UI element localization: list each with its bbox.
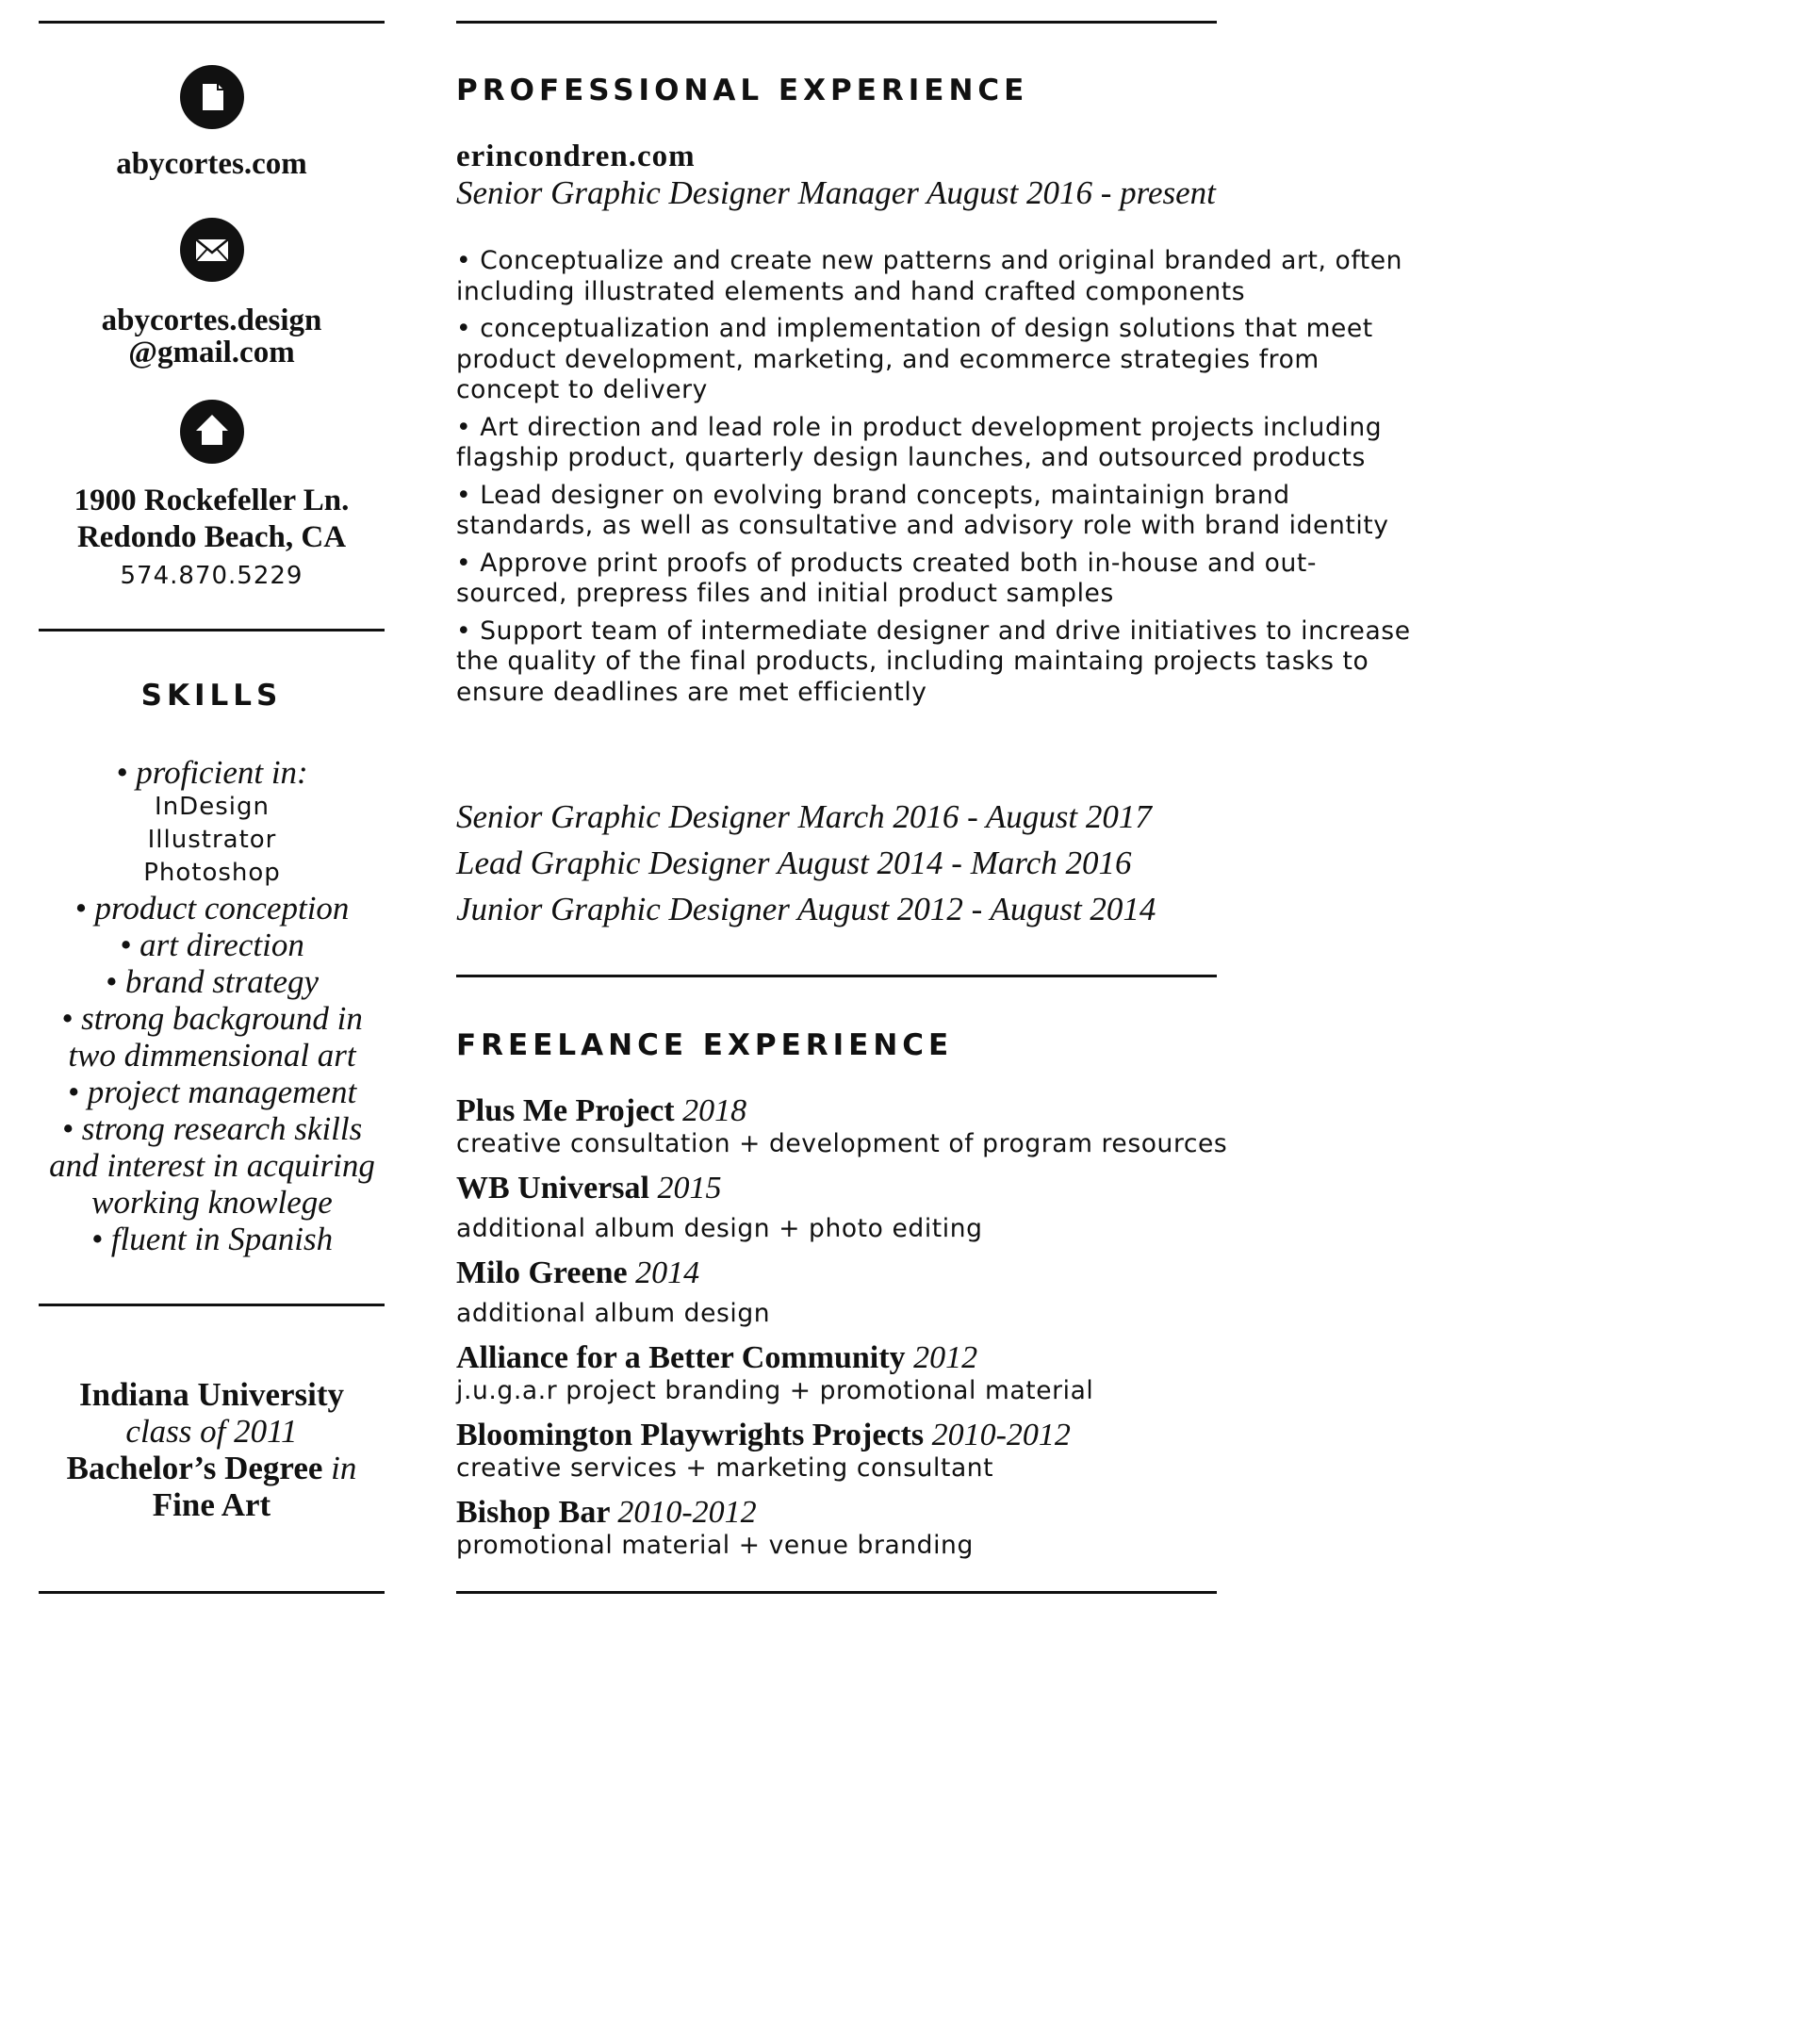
freelance-description: promotional material + venue branding [456,1531,974,1560]
skill-item: • strong research skills [61,1110,363,1147]
previous-roles [456,794,1418,932]
degree-field: Fine Art [152,1486,271,1523]
website-icon [180,65,244,129]
website-text[interactable]: abycortes.com [116,147,307,181]
freelance-item [456,1418,1418,1484]
freelance-client: WB Universal [456,1171,649,1206]
freelance-description: j.u.g.a.r project branding + promotional material [456,1376,1094,1405]
freelance-item [456,1171,1418,1244]
skills-list [28,754,396,1257]
divider-professional-freelance [456,975,1217,977]
current-role: Senior Graphic Designer Manager August 2016 - present [456,174,1216,211]
divider-top-right [456,21,1217,24]
address-line-2: Redondo Beach, CA [76,520,347,554]
freelance-description: additional album design + photo editing [456,1214,983,1243]
class-year: class of 2011 [125,1413,298,1450]
skills-heading: SKILLS [140,679,283,713]
employer-block [456,139,1418,212]
skill-item: working knowlege [91,1184,333,1221]
responsibility-item: • Lead designer on evolving brand concepts, maintainign brand standards, as well as consultative and advisory role with brand identity [456,480,1389,540]
responsibility-item: • Art direction and lead role in product development projects including flagship product, quarterly design launches, and outsourced products [456,412,1383,472]
freelance-year: 2015 [657,1171,722,1206]
degree-name: Bachelor’s Degree [66,1450,323,1486]
freelance-year: 2018 [682,1093,747,1128]
freelance-year: 2012 [913,1340,978,1375]
degree-line [39,1450,385,1486]
freelance-year: 2010-2012 [617,1495,757,1530]
freelance-heading: FREELANCE EXPERIENCE [456,1028,954,1062]
divider-bottom-left [39,1591,385,1594]
freelance-list [456,1093,1418,1561]
freelance-item [456,1255,1418,1329]
skill-item: • strong background in [61,1000,363,1037]
skill-item: • product conception [74,890,350,927]
mail-icon [180,218,244,282]
divider-contact-skills [39,629,385,632]
freelance-year: 2014 [635,1255,700,1290]
divider-bottom-right [456,1591,1217,1594]
skill-item: • art direction [120,927,304,963]
freelance-client: Bishop Bar [456,1495,610,1530]
skill-item: • brand strategy [105,963,320,1000]
responsibility-item: • Conceptualize and create new patterns and original branded art, often including illustrated elements and hand crafted components [456,246,1403,306]
freelance-description: additional album design [456,1299,771,1328]
skill-item: and interest in acquiring [49,1147,375,1184]
freelance-client: Milo Greene [456,1255,628,1290]
software-item: InDesign [155,793,270,821]
address-line-1: 1900 Rockefeller Ln. [74,484,350,517]
skill-item: • project management [67,1074,357,1110]
degree-in: in [331,1450,357,1486]
email-line-2[interactable]: @gmail.com [128,336,295,369]
freelance-client: Bloomington Playwrights Projects [456,1418,925,1452]
software-item: Photoshop [143,859,281,887]
responsibility-item: • Support team of intermediate designer and drive initiatives to increase the quality of the final products, including maintaing projects tasks to ensure deadlines are met efficiently [456,615,1411,707]
freelance-item [456,1093,1418,1159]
responsibility-item: • conceptualization and implementation of design solutions that meet product development, marketing, and ecommerce strategies from concept to delivery [456,314,1373,404]
software-item: Illustrator [147,826,277,854]
home-icon [180,400,244,464]
previous-role: Lead Graphic Designer August 2014 - March 2016 [456,845,1132,881]
divider-skills-education [39,1304,385,1306]
freelance-client: Alliance for a Better Community [456,1340,906,1375]
freelance-item [456,1340,1418,1406]
previous-role: Senior Graphic Designer March 2016 - August 2017 [456,798,1152,835]
freelance-year: 2010-2012 [931,1418,1071,1452]
email-line-1[interactable]: abycortes.design [101,303,322,337]
company-name: erincondren.com [456,139,696,173]
education-section [39,1376,385,1523]
previous-role: Junior Graphic Designer August 2012 - August 2014 [456,891,1156,927]
freelance-client: Plus Me Project [456,1093,675,1128]
professional-heading: PROFESSIONAL EXPERIENCE [456,74,1029,107]
school-name: Indiana University [78,1376,345,1413]
phone-number[interactable]: 574.870.5229 [120,562,303,590]
skill-item: two dimmensional art [68,1037,356,1074]
freelance-description: creative services + marketing consultant [456,1453,994,1483]
responsibility-item: • Approve print proofs of products created both in-house and out-sourced, prepress files and initial product samples [456,548,1317,608]
skill-item: • fluent in Spanish [90,1221,334,1257]
freelance-item [456,1495,1418,1561]
responsibilities-list [456,246,1418,714]
freelance-description: creative consultation + development of program resources [456,1129,1228,1158]
skill-proficient-label: • proficient in: [116,754,308,791]
contact-section [39,0,385,622]
